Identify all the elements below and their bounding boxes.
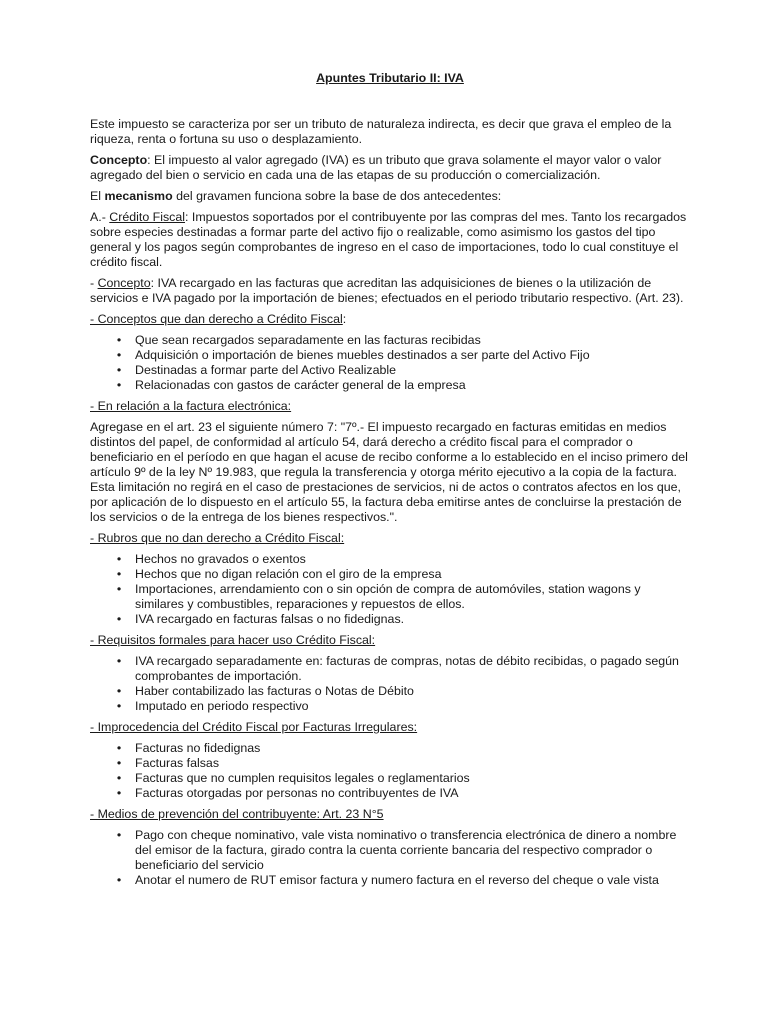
concepto-cf-label: Concepto — [97, 276, 151, 290]
section-heading-text: - Requisitos formales para hacer uso Crédito Fiscal: — [90, 633, 376, 647]
list-item-text: Que sean recargados separadamente en las facturas recibidas — [135, 333, 481, 347]
concepto-label: Concepto — [90, 153, 148, 167]
section-heading-tail: : — [342, 312, 347, 326]
mecanismo-label: mecanismo — [104, 189, 173, 203]
list-item-text: Importaciones, arrendamiento con o sin opción de compra de automóviles, station wagons y similares y combustibles, reparaciones y repuestos de ellos. — [135, 582, 641, 611]
list-medios-prevencion — [90, 828, 690, 888]
list-item — [90, 654, 690, 684]
list-item-text: Relacionadas con gastos de carácter general de la empresa — [135, 378, 466, 392]
bullet-icon: • — [116, 378, 122, 392]
mecanismo-paragraph — [90, 189, 690, 204]
document-content — [90, 71, 690, 894]
list-item — [90, 684, 690, 699]
list-requisitos — [90, 654, 690, 714]
credito-fiscal-paragraph — [90, 210, 690, 270]
list-item — [90, 333, 690, 348]
bullet-icon: • — [116, 552, 122, 566]
list-item-text: Haber contabilizado las facturas o Notas de Débito — [135, 684, 414, 698]
section-heading-medios-prevencion — [90, 807, 690, 822]
section-heading-requisitos — [90, 633, 690, 648]
list-item-text: Hechos que no digan relación con el giro de la empresa — [135, 567, 442, 581]
list-item-text: Destinadas a formar parte del Activo Realizable — [135, 363, 397, 377]
section-heading-factura-electronica — [90, 399, 690, 414]
list-item-text: Facturas otorgadas por personas no contribuyentes de IVA — [135, 786, 459, 800]
list-rubros — [90, 552, 690, 627]
factura-electronica-paragraph: Agregase en el art. 23 el siguiente número 7: "7º.- El impuesto recargado en facturas emitidas en medios distintos del papel, de conformidad al artículo 54, dará derecho a crédito fiscal para el comprador o beneficiario en el período en que hagan el acuse de recibo conforme a lo establecido en el inciso primero del artículo 9º de la ley Nº 19.983, que regula la transferencia y otorga mérito ejecutivo a la copia de la factura. Esta limitación no regirá en el caso de prestaciones de servicios, ni de actos o contratos afectos en los que, por aplicación de lo dispuesto en el artículo 55, la factura deba emitirse antes de concluirse la prestación de los servicios o de la entrega de los bienes respectivos.". — [90, 420, 688, 524]
list-item — [90, 699, 690, 714]
bullet-icon: • — [116, 612, 122, 626]
list-item-text: Facturas que no cumplen requisitos legales o reglamentarios — [135, 771, 470, 785]
section-heading-text: - Improcedencia del Crédito Fiscal por Facturas Irregulares: — [90, 720, 418, 734]
credito-fiscal-text: : Impuestos soportados por el contribuyente por las compras del mes. Tanto los recargados sobre especies destinadas a formar parte del activo fijo o realizable, como asimismo los gastos del tipo general y los pagos según comprobantes de ingreso en el caso de importaciones, todo lo cual constituye el crédito fiscal. — [90, 210, 687, 269]
list-item-text: Facturas no fidedignas — [135, 741, 261, 755]
mecanismo-before: El — [90, 189, 105, 203]
bullet-icon: • — [116, 567, 122, 581]
section-heading-text: - En relación a la factura electrónica: — [90, 399, 292, 413]
bullet-icon: • — [116, 771, 122, 785]
list-item-text: Adquisición o importación de bienes muebles destinados a ser parte del Activo Fijo — [135, 348, 590, 362]
list-item-text: Anotar el numero de RUT emisor factura y numero factura en el reverso del cheque o vale vista — [135, 873, 659, 887]
list-item — [90, 567, 690, 582]
bullet-icon: • — [116, 348, 122, 362]
concepto-cf-text: : IVA recargado en las facturas que acreditan las adquisiciones de bienes o la utilización de servicios e IVA pagado por la importación de bienes; efectuados en el periodo tributario respectivo. (Art. 23). — [90, 276, 684, 305]
list-item — [90, 771, 690, 786]
bullet-icon: • — [116, 684, 122, 698]
list-item-text: IVA recargado separadamente en: facturas de compras, notas de débito recibidas, o pagado según comprobantes de importación. — [135, 654, 679, 683]
section-heading-text: - Rubros que no dan derecho a Crédito Fiscal: — [90, 531, 345, 545]
document-title: Apuntes Tributario II: IVA — [316, 71, 464, 85]
section-heading-rubros — [90, 531, 690, 546]
concepto-cf-prefix: - — [90, 276, 98, 290]
bullet-icon: • — [116, 363, 122, 377]
list-item — [90, 363, 690, 378]
list-item — [90, 378, 690, 393]
bullet-icon: • — [116, 333, 122, 347]
list-item — [90, 582, 690, 612]
list-item-text: Pago con cheque nominativo, vale vista nominativo o transferencia electrónica de dinero a nombre del emisor de la factura, girado contra la cuenta corriente bancaria del respectivo comprador o beneficiario del servicio — [135, 828, 677, 872]
list-item-text: Facturas falsas — [135, 756, 220, 770]
list-item-text: IVA recargado en facturas falsas o no fidedignas. — [135, 612, 405, 626]
section-heading-text: - Medios de prevención del contribuyente: Art. 23 N°5 — [90, 807, 384, 821]
concepto-paragraph — [90, 153, 690, 183]
list-item — [90, 741, 690, 756]
bullet-icon: • — [116, 654, 122, 668]
credito-fiscal-prefix: A.- — [90, 210, 110, 224]
list-item-text: Imputado en periodo respectivo — [135, 699, 309, 713]
bullet-icon: • — [116, 756, 122, 770]
list-improcedencia — [90, 741, 690, 801]
list-item — [90, 756, 690, 771]
bullet-icon: • — [116, 786, 122, 800]
list-item — [90, 348, 690, 363]
section-heading-text: - Conceptos que dan derecho a Crédito Fiscal — [90, 312, 343, 326]
mecanismo-after: del gravamen funciona sobre la base de dos antecedentes: — [172, 189, 502, 203]
list-item — [90, 786, 690, 801]
bullet-icon: • — [116, 699, 122, 713]
section-heading-improcedencia — [90, 720, 690, 735]
concepto-cf-paragraph — [90, 276, 690, 306]
intro-paragraph: Este impuesto se caracteriza por ser un tributo de naturaleza indirecta, es decir que grava el empleo de la riqueza, renta o fortuna su uso o desplazamiento. — [90, 117, 672, 146]
bullet-icon: • — [116, 741, 122, 755]
bullet-icon: • — [116, 873, 122, 887]
bullet-icon: • — [116, 828, 122, 842]
list-item-text: Hechos no gravados o exentos — [135, 552, 306, 566]
section-heading-conceptos — [90, 312, 690, 327]
credito-fiscal-label: Crédito Fiscal — [109, 210, 186, 224]
concepto-text: : El impuesto al valor agregado (IVA) es un tributo que grava solamente el mayor valor o valor agregado del bien o servicio en cada una de las etapas de su producción o comercialización. — [90, 153, 662, 182]
list-item — [90, 873, 690, 888]
bullet-icon: • — [116, 582, 122, 596]
list-item — [90, 612, 690, 627]
list-conceptos — [90, 333, 690, 393]
list-item — [90, 828, 690, 873]
list-item — [90, 552, 690, 567]
